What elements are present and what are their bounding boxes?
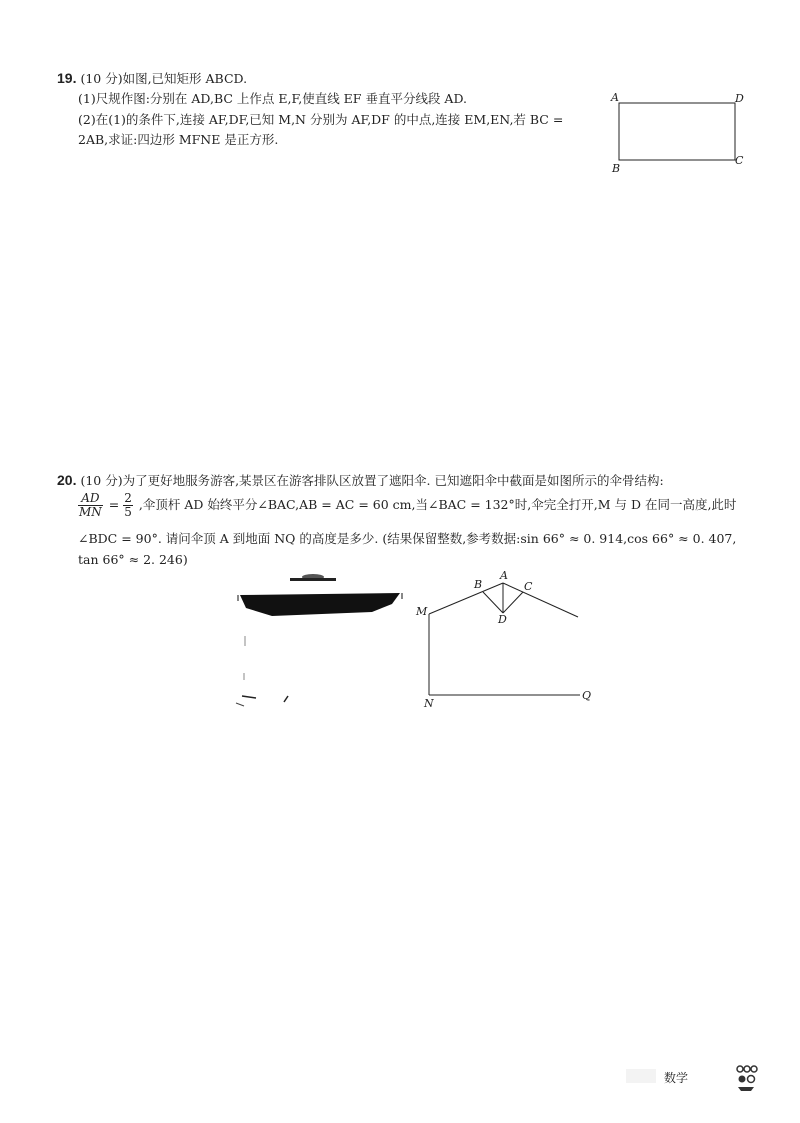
q20-label-a: A [500, 569, 508, 582]
q19-part2a: (2)在(1)的条件下,连接 AF,DF,已知 M,N 分别为 AF,DF 的中点,连接 EM,EN,若 BC = [78, 112, 564, 127]
q19-stem-line [57, 70, 247, 87]
q19-label-c: C [735, 154, 744, 167]
fraction-denominator: MN [79, 505, 102, 519]
q19-label-d: D [735, 92, 744, 105]
q20-label-n: N [424, 697, 434, 710]
q20-line2-text: ,伞顶杆 AD 始终平分∠BAC,AB = AC = 60 cm,当∠BAC = 132°时,伞完全打开,M 与 D 在同一高度,此时 [138, 497, 737, 512]
equals-sign: = [108, 497, 120, 512]
segment-cd [503, 592, 523, 613]
q20-umbrella-diagram [415, 570, 600, 710]
q20-label-m: M [416, 605, 428, 618]
fraction-numerator: AD [78, 492, 103, 506]
q20-label-d: D [498, 613, 507, 626]
q20-label-c: C [524, 580, 533, 593]
value-denominator: 5 [124, 505, 132, 519]
umbrella-canopy [240, 593, 400, 616]
q20-label-b: B [474, 578, 483, 591]
umbrella-photo [232, 568, 412, 713]
rectangle-abcd [619, 103, 735, 160]
q20-line1 [57, 472, 664, 489]
q20-number: 20. [57, 472, 77, 488]
value-numerator: 2 [124, 491, 132, 505]
q19-part1: (1)尺规作图:分别在 AD,BC 上作点 E,F,使直线 EF 垂直平分线段 AD. [78, 91, 467, 106]
q19-number: 19. [57, 70, 77, 86]
q19-stem: (10 分)如图,已知矩形 ABCD. [80, 71, 248, 86]
q20-label-q: Q [582, 689, 592, 702]
footer-subject: 数学 [664, 1071, 689, 1085]
footer-faint-logo [626, 1069, 656, 1083]
q19-part2b: 2AB,求证:四边形 MFNE 是正方形. [78, 132, 279, 147]
q19-label-a: A [611, 91, 619, 104]
q19-label-b: B [612, 162, 621, 175]
q20-line3: ∠BDC = 90°. 请问伞顶 A 到地面 NQ 的高度是多少. (结果保留整数,参考数据:sin 66° ≈ 0. 914,cos 66° ≈ 0. 407, [78, 531, 737, 546]
q19-rectangle-figure [605, 88, 755, 178]
segment-bd [483, 592, 503, 613]
q20-line2 [78, 491, 736, 519]
q20-line4: tan 66° ≈ 2. 246) [78, 552, 188, 567]
footer-logo-icon [733, 1063, 759, 1093]
q20-fraction-value [123, 492, 133, 519]
rib-right [503, 583, 578, 617]
q20-fraction-ad-mn [78, 492, 103, 519]
rib-left [429, 583, 503, 614]
q20-line1-text: (10 分)为了更好地服务游客,某景区在游客排队区放置了遮阳伞. 已知遮阳伞中截面是如图所示的伞骨结构: [80, 473, 664, 488]
